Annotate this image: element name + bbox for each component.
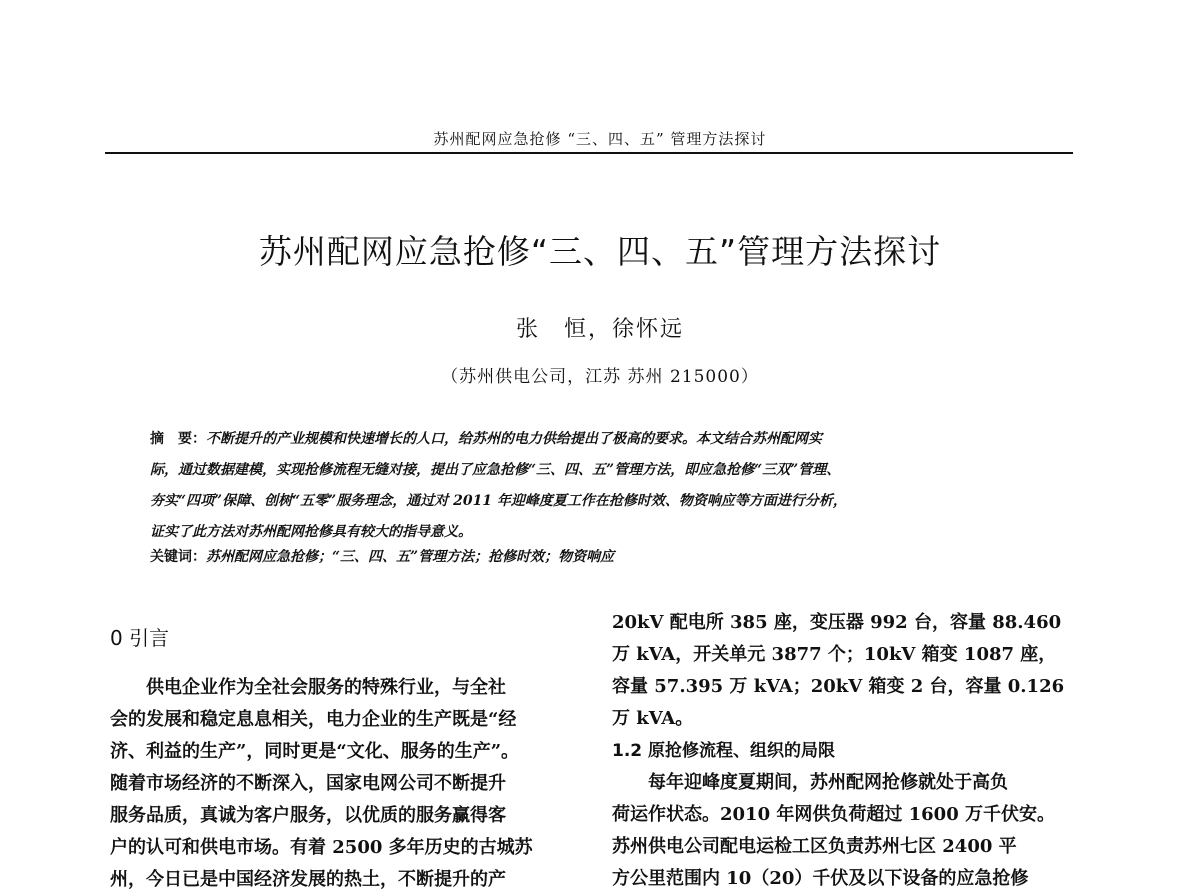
subsection-heading: 1.2 原抢修流程、组织的局限 [612,741,836,761]
body-line: 济、利益的生产”，同时更是“文化、服务的生产”。 [110,741,520,762]
body-line: 户的认可和供电市场。有着 2500 多年历史的古城苏 [110,837,533,858]
abstract-line: 夯实“四项”保障、创树“五零”服务理念，通过对 2011 年迎峰度夏工作在抢修时效、物资响应等方面进行分析， [150,493,847,509]
running-header: 苏州配网应急抢修 “三、四、五” 管理方法探讨 [433,130,767,148]
authors [0,312,1200,343]
right-column [612,607,1074,895]
section-heading-introduction: 0 引言 [110,626,170,650]
author-name: 徐怀远 [612,317,685,342]
author-name: 张 恒 [515,317,588,342]
body-line: 州，今日已是中国经济发展的热土，不断提升的产 [110,869,506,890]
body-line: 供电企业作为全社会服务的特殊行业，与全社 [146,677,506,698]
paper-title: 苏州配网应急抢修“三、四、五”管理方法探讨 [258,232,942,271]
body-line: 万 kVA。 [612,708,694,729]
body-line: 20kV 配电所 385 座，变压器 992 台，容量 88.460 [612,612,1062,633]
abstract-label: 摘 要： [150,431,206,447]
body-line: 每年迎峰度夏期间，苏州配网抢修就处于高负 [648,772,1008,793]
body-line: 苏州供电公司配电运检工区负责苏州七区 2400 平 [612,836,1017,857]
body-line: 万 kVA，开关单元 3877 个；10kV 箱变 1087 座， [612,644,1057,665]
body-line: 会的发展和稳定息息相关，电力企业的生产既是“经 [110,709,517,730]
body-line: 容量 57.395 万 kVA；20kV 箱变 2 台，容量 0.126 [612,676,1065,697]
left-column [110,624,576,896]
abstract [150,424,1040,548]
author-separator: ， [587,317,612,342]
abstract-line [150,424,1040,455]
header-rule [105,152,1073,154]
body-line: 服务品质，真诚为客户服务，以优质的服务赢得客 [110,805,506,826]
abstract-line: 际，通过数据建模，实现抢修流程无缝对接，提出了应急抢修“三、四、五”管理方法，即应急抢修“三双”管理、 [150,462,841,478]
keywords-text: 苏州配网应急抢修；“三、四、五”管理方法；抢修时效；物资响应 [206,549,615,565]
body-line: 方公里范围内 10（20）千伏及以下设备的应急抢修 [612,868,1029,889]
affiliation: （苏州供电公司，江苏 苏州 215000） [441,367,759,387]
body-line: 荷运作状态。2010 年网供负荷超过 1600 万千伏安。 [612,804,1055,825]
abstract-line: 证实了此方法对苏州配网抢修具有较大的指导意义。 [150,524,472,540]
keywords [150,546,1040,566]
body-line: 随着市场经济的不断深入，国家电网公司不断提升 [110,773,506,794]
keywords-label: 关键词： [150,549,206,565]
abstract-text: 不断提升的产业规模和快速增长的人口，给苏州的电力供给提出了极高的要求。本文结合苏州配网实 [206,431,822,447]
